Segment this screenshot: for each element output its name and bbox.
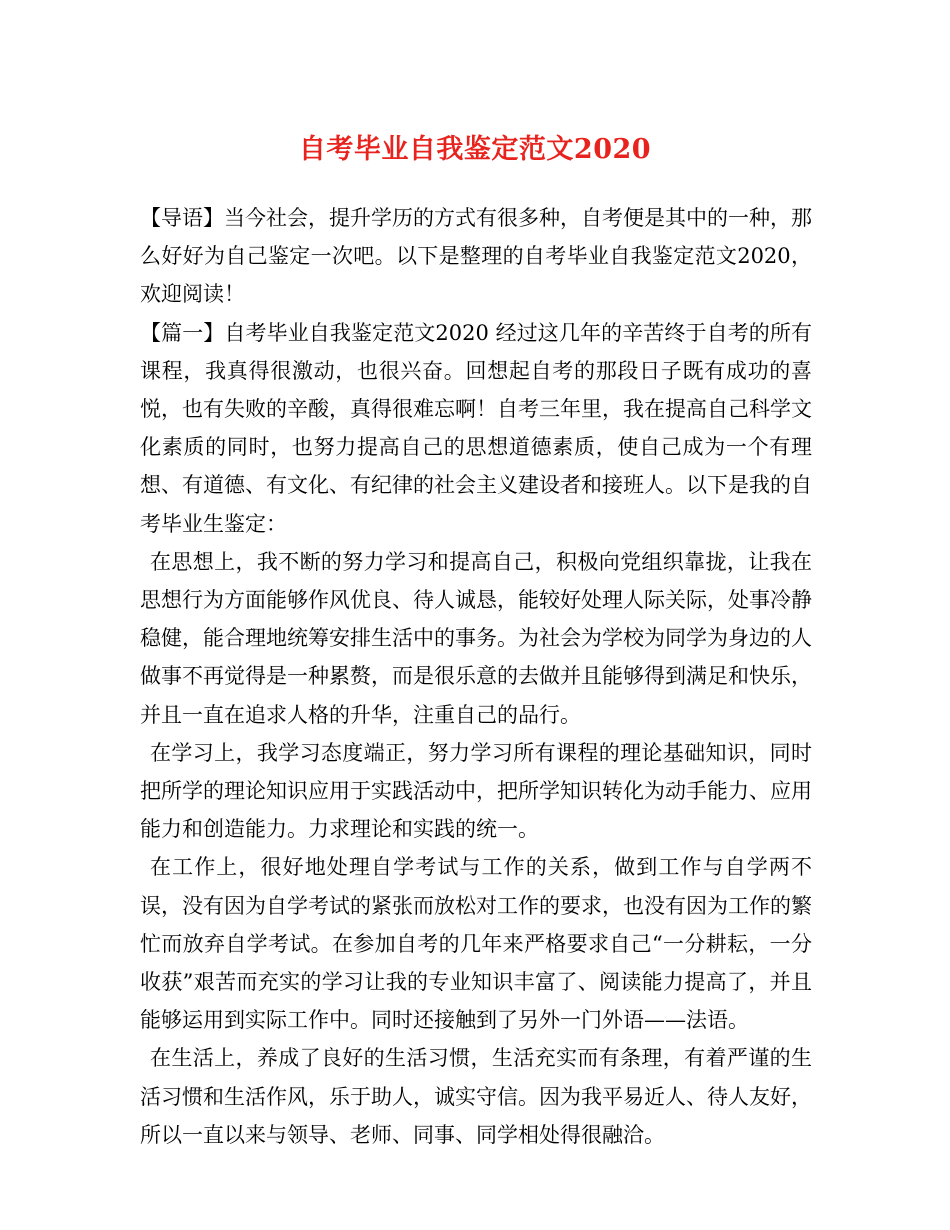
paragraph-thought: 在思想上，我不断的努力学习和提高自己，积极向党组织靠拢，让我在思想行为方面能够作风优良、待人诚恳，能较好处理人际关际，处事冷静稳健，能合理地统筹安排生活中的事务。为社会为学校为同学为身边的人做事不再觉得是一种累赘，而是很乐意的去做并且能够得到满足和快乐，并且一直在追求人格的升华，注重自己的品行。 [140, 549, 812, 727]
paragraph-intro: 【导语】当今社会，提升学历的方式有很多种，自考便是其中的一种，那么好好为自己鉴定一次吧。以下是整理的自考毕业自我鉴定范文2020，欢迎阅读！ [140, 206, 812, 307]
paragraph-part-one: 【篇一】自考毕业自我鉴定范文2020 经过这几年的辛苦终于自考的所有课程，我真得很激动，也很兴奋。回想起自考的那段日子既有成功的喜悦，也有失败的辛酸，真得很难忘啊！自考三年里，我在提高自己科学文化素质的同时，也努力提高自己的思想道德素质，使自己成为一个有理想、有道德、有文化、有纪律的社会主义建设者和接班人。以下是我的自考毕业生鉴定： [140, 320, 812, 536]
document-body [140, 199, 812, 1154]
paragraph-life: 在生活上，养成了良好的生活习惯，生活充实而有条理，有着严谨的生活习惯和生活作风，乐于助人，诚实守信。因为我平易近人、待人友好，所以一直以来与领导、老师、同事、同学相处得很融洽。 [140, 1046, 812, 1147]
paragraph-work: 在工作上，很好地处理自学考试与工作的关系，做到工作与自学两不误，没有因为自学考试的紧张而放松对工作的要求，也没有因为工作的繁忙而放弃自学考试。在参加自考的几年来严格要求自己“一分耕耘，一分收获”艰苦而充实的学习让我的专业知识丰富了、阅读能力提高了，并且能够运用到实际工作中。同时还接触到了另外一门外语——法语。 [140, 855, 812, 1033]
document-title: 自考毕业自我鉴定范文2020 [298, 134, 652, 165]
paragraph-study: 在学习上，我学习态度端正，努力学习所有课程的理论基础知识，同时把所学的理论知识应用于实践活动中，把所学知识转化为动手能力、应用能力和创造能力。力求理论和实践的统一。 [140, 740, 812, 842]
